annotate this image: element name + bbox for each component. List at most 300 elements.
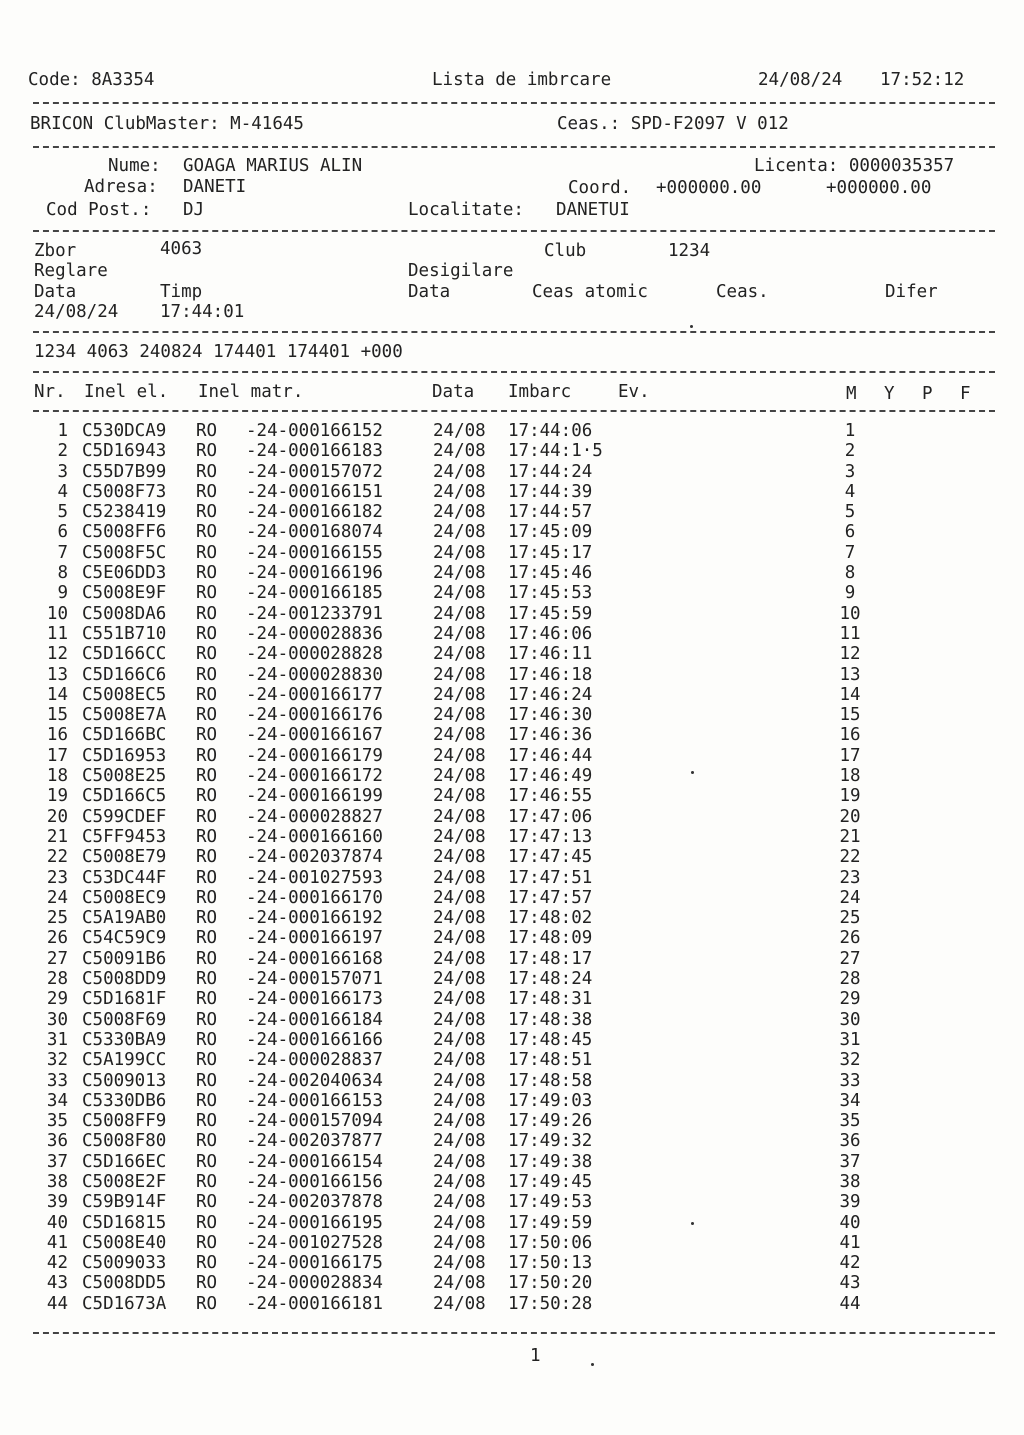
rank-m: 38: [839, 1171, 861, 1192]
clock-time: 17:49:03: [508, 1090, 593, 1111]
rank-m: 30: [839, 1009, 861, 1030]
clock-date: 24/08: [433, 887, 486, 908]
row-number: 8: [57, 563, 68, 584]
separator-line: [33, 102, 995, 104]
clock-time: 17:46:06: [508, 623, 593, 644]
country-code: RO: [196, 725, 218, 746]
col-header-nr: Nr.: [34, 382, 66, 402]
table-row: [0, 766, 1024, 786]
electronic-ring: C59B914F: [82, 1192, 167, 1213]
coord-latitude: +000000.00: [656, 178, 762, 198]
ring-number: -24-000157071: [246, 969, 383, 990]
electronic-ring: C53DC44F: [82, 867, 167, 888]
clock-date: 24/08: [433, 603, 486, 624]
ring-number: -24-000166175: [246, 1253, 383, 1274]
row-number: 38: [46, 1171, 68, 1192]
country-code: RO: [196, 1293, 218, 1314]
clock-date: 24/08: [433, 644, 486, 665]
ring-number: -24-000166182: [246, 502, 383, 523]
address-label: Adresa:: [84, 177, 158, 197]
rank-m: 31: [839, 1029, 861, 1050]
ring-number: -24-000166199: [246, 786, 383, 807]
rank-m: 7: [844, 542, 856, 563]
country-code: RO: [196, 867, 218, 888]
clock-time: 17:49:59: [508, 1212, 593, 1233]
electronic-ring: C5008EC9: [82, 887, 167, 908]
electronic-ring: C5FF9453: [82, 826, 167, 847]
clock-time: 17:48:09: [508, 928, 593, 949]
code-line: 1234 4063 240824 174401 174401 +000: [34, 342, 403, 362]
clock-time: 17:48:58: [508, 1070, 593, 1091]
document-code: Code: 8A3354: [28, 70, 155, 90]
clock-time: 17:46:36: [508, 725, 593, 746]
electronic-ring: C5009033: [82, 1253, 167, 1274]
clock-time: 17:48:38: [508, 1009, 593, 1030]
country-code: RO: [196, 563, 218, 584]
country-code: RO: [196, 786, 218, 807]
clock-time: 17:50:28: [508, 1293, 593, 1314]
row-number: 12: [46, 644, 68, 665]
electronic-ring: C5008E7A: [82, 705, 167, 726]
rank-m: 11: [839, 623, 861, 644]
clock-time: 17:47:13: [508, 826, 593, 847]
table-row: [0, 644, 1024, 664]
clock-id: Ceas.: SPD-F2097 V 012: [557, 114, 789, 134]
page-number: 1: [530, 1346, 541, 1366]
country-code: RO: [196, 1009, 218, 1030]
col-header-f: F: [960, 384, 971, 404]
ring-number: -24-000166168: [246, 948, 383, 969]
electronic-ring: C5D16815: [82, 1212, 167, 1233]
table-row: [0, 1172, 1024, 1192]
table-row: [0, 827, 1024, 847]
electronic-ring: C54C59C9: [82, 928, 167, 949]
table-row: [0, 502, 1024, 522]
row-number: 39: [46, 1192, 68, 1213]
table-row: [0, 1294, 1024, 1314]
rank-m: 29: [839, 989, 861, 1010]
col-header-inel-el: Inel el.: [84, 382, 169, 402]
row-number: 36: [46, 1131, 68, 1152]
rank-m: 1: [844, 421, 856, 441]
country-code: RO: [196, 766, 218, 787]
rank-m: 3: [844, 461, 856, 482]
clock-date: 24/08: [433, 1253, 486, 1274]
data-column-label-2: Data: [408, 282, 451, 302]
clock-date: 24/08: [433, 806, 486, 827]
postal-code: DJ: [183, 200, 205, 220]
country-code: RO: [196, 1050, 218, 1071]
clock-date: 24/08: [433, 989, 486, 1010]
print-time: 17:52:12: [880, 70, 965, 90]
table-row: [0, 1071, 1024, 1091]
table-row: [0, 1010, 1024, 1030]
table-row: [0, 949, 1024, 969]
clock-time: 17:48:51: [508, 1050, 593, 1071]
clock-date: 24/08: [433, 786, 486, 807]
row-number: 31: [46, 1029, 68, 1050]
timp-column-label: Timp: [160, 282, 203, 302]
table-row: [0, 1273, 1024, 1293]
clock-date: 24/08: [433, 1131, 486, 1152]
country-code: RO: [196, 806, 218, 827]
table-row: [0, 1030, 1024, 1050]
rank-m: 25: [839, 908, 861, 929]
ring-number: -24-001027528: [246, 1232, 383, 1253]
licence-number: Licenta: 0000035357: [754, 156, 955, 176]
separator-line: [33, 230, 995, 232]
clock-date: 24/08: [433, 725, 486, 746]
clock-date: 24/08: [433, 1151, 486, 1172]
row-number: 27: [46, 948, 68, 969]
row-number: 43: [46, 1273, 68, 1294]
rank-m: 8: [844, 563, 856, 584]
clock-time: 17:50:13: [508, 1253, 593, 1274]
clock-label: Ceas.: [716, 282, 769, 302]
country-code: RO: [196, 1171, 218, 1192]
atomic-clock-label: Ceas atomic: [532, 282, 648, 302]
row-number: 19: [46, 786, 68, 807]
table-row: [0, 421, 1024, 441]
rank-m: 15: [839, 705, 861, 726]
row-number: 33: [46, 1070, 68, 1091]
clock-time: 17:49:53: [508, 1192, 593, 1213]
rank-m: 27: [839, 948, 861, 969]
name-label: Nume:: [108, 156, 161, 176]
row-number: 24: [46, 887, 68, 908]
table-row: [0, 462, 1024, 482]
flight-label: Zbor: [34, 241, 77, 261]
club-label: Club: [544, 241, 587, 261]
electronic-ring: C5008F80: [82, 1131, 167, 1152]
clock-time: 17:45:09: [508, 522, 593, 543]
clock-time: 17:44:57: [508, 502, 593, 523]
document-title: Lista de imbrcare: [432, 70, 612, 90]
country-code: RO: [196, 1192, 218, 1213]
row-number: 25: [46, 908, 68, 929]
clock-time: 17:50:06: [508, 1232, 593, 1253]
clock-time: 17:46:44: [508, 745, 593, 766]
col-header-data: Data: [432, 382, 475, 402]
electronic-ring: C5A199CC: [82, 1050, 167, 1071]
electronic-ring: C50091B6: [82, 948, 167, 969]
table-row: [0, 1152, 1024, 1172]
clock-time: 17:46:18: [508, 664, 593, 685]
ring-number: -24-000166172: [246, 766, 383, 787]
electronic-ring: C5D166BC: [82, 725, 167, 746]
row-number: 13: [46, 664, 68, 685]
table-row: [0, 746, 1024, 766]
table-row: [0, 1091, 1024, 1111]
clock-time: 17:46:49: [508, 766, 593, 787]
electronic-ring: C5008E2F: [82, 1171, 167, 1192]
col-header-inel-matr: Inel matr.: [198, 382, 304, 402]
table-row: [0, 969, 1024, 989]
clock-date: 24/08: [433, 1070, 486, 1091]
ring-number: -24-000166154: [246, 1151, 383, 1172]
country-code: RO: [196, 1131, 218, 1152]
table-row: [0, 928, 1024, 948]
row-number: 10: [46, 603, 68, 624]
ring-number: -24-002040634: [246, 1070, 383, 1091]
clock-time: 17:48:45: [508, 1029, 593, 1050]
country-code: RO: [196, 461, 218, 482]
country-code: RO: [196, 989, 218, 1010]
clock-date: 24/08: [433, 1009, 486, 1030]
clubmaster-id: BRICON ClubMaster: M-41645: [30, 114, 304, 134]
table-row: [0, 725, 1024, 745]
rank-m: 40: [839, 1212, 861, 1233]
country-code: RO: [196, 887, 218, 908]
table-row: [0, 1213, 1024, 1233]
row-number: 30: [46, 1009, 68, 1030]
col-header-m: M: [846, 384, 857, 404]
row-number: 22: [46, 847, 68, 868]
clock-date: 24/08: [433, 826, 486, 847]
ring-number: -24-000166183: [246, 441, 383, 462]
clock-time: 17:46:55: [508, 786, 593, 807]
rank-m: 24: [839, 887, 861, 908]
owner-name: GOAGA MARIUS ALIN: [183, 156, 363, 176]
clock-date: 24/08: [433, 461, 486, 482]
ring-number: -24-000166152: [246, 421, 383, 441]
col-header-imbarc: Imbarc: [508, 382, 572, 402]
separator-line: [33, 331, 995, 333]
rank-m: 33: [839, 1070, 861, 1091]
rank-m: 5: [844, 502, 856, 523]
electronic-ring: C5D166C5: [82, 786, 167, 807]
ring-number: -24-000028836: [246, 623, 383, 644]
clock-time: 17:46:11: [508, 644, 593, 665]
owner-address: DANETI: [183, 177, 247, 197]
ring-number: -24-001027593: [246, 867, 383, 888]
rank-m: 26: [839, 928, 861, 949]
country-code: RO: [196, 1070, 218, 1091]
table-row: [0, 847, 1024, 867]
rank-m: 10: [839, 603, 861, 624]
table-row: [0, 807, 1024, 827]
row-number: 6: [57, 522, 68, 543]
ring-number: -24-002037878: [246, 1192, 383, 1213]
electronic-ring: C5D16953: [82, 745, 167, 766]
country-code: RO: [196, 603, 218, 624]
separator-line: [33, 410, 995, 412]
electronic-ring: C5008E79: [82, 847, 167, 868]
row-number: 18: [46, 766, 68, 787]
country-code: RO: [196, 583, 218, 604]
clocking-table-body: [0, 421, 1024, 1314]
clock-time: 17:46:30: [508, 705, 593, 726]
print-speck: [690, 325, 693, 328]
club-number: 1234: [668, 241, 711, 261]
rank-m: 34: [839, 1090, 861, 1111]
rank-m: 42: [839, 1253, 861, 1274]
table-row: [0, 441, 1024, 461]
table-row: [0, 604, 1024, 624]
ring-number: -24-000166185: [246, 583, 383, 604]
clock-time: 17:48:17: [508, 948, 593, 969]
row-number: 5: [57, 502, 68, 523]
row-number: 11: [46, 623, 68, 644]
electronic-ring: C5238419: [82, 502, 167, 523]
clock-date: 24/08: [433, 1029, 486, 1050]
rank-m: 4: [844, 481, 856, 502]
row-number: 41: [46, 1232, 68, 1253]
ring-number: -24-000166184: [246, 1009, 383, 1030]
clock-date: 24/08: [433, 745, 486, 766]
ring-number: -24-000166167: [246, 725, 383, 746]
clock-date: 24/08: [433, 542, 486, 563]
country-code: RO: [196, 1253, 218, 1274]
clock-date: 24/08: [433, 563, 486, 584]
clock-date: 24/08: [433, 1171, 486, 1192]
coord-longitude: +000000.00: [826, 178, 932, 198]
clock-time: 17:44:24: [508, 461, 593, 482]
clock-time: 17:49:26: [508, 1111, 593, 1132]
electronic-ring: C5008E40: [82, 1232, 167, 1253]
country-code: RO: [196, 502, 218, 523]
clock-date: 24/08: [433, 1273, 486, 1294]
electronic-ring: C530DCA9: [82, 421, 167, 441]
clock-date: 24/08: [433, 948, 486, 969]
row-number: 21: [46, 826, 68, 847]
electronic-ring: C5008DD5: [82, 1273, 167, 1294]
clock-time: 17:45:17: [508, 542, 593, 563]
electronic-ring: C5008F69: [82, 1009, 167, 1030]
row-number: 2: [57, 441, 68, 462]
rank-m: 39: [839, 1192, 861, 1213]
separator-line: [33, 371, 995, 373]
row-number: 9: [57, 583, 68, 604]
rank-m: 35: [839, 1111, 861, 1132]
electronic-ring: C5008DA6: [82, 603, 167, 624]
desigilare-label: Desigilare: [408, 261, 514, 281]
rank-m: 16: [839, 725, 861, 746]
electronic-ring: C5008FF9: [82, 1111, 167, 1132]
clock-date: 24/08: [433, 421, 486, 441]
clock-date: 24/08: [433, 705, 486, 726]
clock-date: 24/08: [433, 1293, 486, 1314]
row-number: 1: [57, 421, 68, 441]
clock-date: 24/08: [433, 481, 486, 502]
ring-number: -24-000028827: [246, 806, 383, 827]
electronic-ring: C599CDEF: [82, 806, 167, 827]
country-code: RO: [196, 664, 218, 685]
electronic-ring: C5008F5C: [82, 542, 167, 563]
country-code: RO: [196, 948, 218, 969]
row-number: 32: [46, 1050, 68, 1071]
rank-m: 19: [839, 786, 861, 807]
rank-m: 12: [839, 644, 861, 665]
locality-label: Localitate:: [408, 200, 524, 220]
country-code: RO: [196, 705, 218, 726]
electronic-ring: C5D1673A: [82, 1293, 167, 1314]
ring-number: -24-000166192: [246, 908, 383, 929]
electronic-ring: C5D16943: [82, 441, 167, 462]
clock-date: 24/08: [433, 623, 486, 644]
country-code: RO: [196, 1151, 218, 1172]
country-code: RO: [196, 826, 218, 847]
country-code: RO: [196, 1029, 218, 1050]
ring-number: -24-000028837: [246, 1050, 383, 1071]
clock-date: 24/08: [433, 867, 486, 888]
row-number: 23: [46, 867, 68, 888]
print-date: 24/08/24: [758, 70, 843, 90]
electronic-ring: C5330BA9: [82, 1029, 167, 1050]
data-column-label: Data: [34, 282, 77, 302]
row-number: 42: [46, 1253, 68, 1274]
clock-time: 17:49:32: [508, 1131, 593, 1152]
country-code: RO: [196, 1111, 218, 1132]
clock-time: 17:49:45: [508, 1171, 593, 1192]
electronic-ring: C5D166C6: [82, 664, 167, 685]
reglare-date: 24/08/24: [34, 302, 119, 322]
table-row: [0, 908, 1024, 928]
clock-date: 24/08: [433, 583, 486, 604]
clock-time: 17:48:02: [508, 908, 593, 929]
separator-line: [33, 1332, 995, 1334]
clock-date: 24/08: [433, 1111, 486, 1132]
ring-number: -24-000166153: [246, 1090, 383, 1111]
row-number: 16: [46, 725, 68, 746]
table-row: [0, 482, 1024, 502]
country-code: RO: [196, 623, 218, 644]
country-code: RO: [196, 1090, 218, 1111]
electronic-ring: C5008FF6: [82, 522, 167, 543]
clock-date: 24/08: [433, 928, 486, 949]
clock-time: 17:47:57: [508, 887, 593, 908]
rank-m: 32: [839, 1050, 861, 1071]
country-code: RO: [196, 908, 218, 929]
rank-m: 41: [839, 1232, 861, 1253]
clock-time: 17:49:38: [508, 1151, 593, 1172]
coord-label: Coord.: [568, 178, 632, 198]
ring-number: -24-000166156: [246, 1171, 383, 1192]
reglare-time: 17:44:01: [160, 302, 245, 322]
row-number: 20: [46, 806, 68, 827]
row-number: 14: [46, 684, 68, 705]
electronic-ring: C5D1681F: [82, 989, 167, 1010]
table-row: [0, 1253, 1024, 1273]
electronic-ring: C5008DD9: [82, 969, 167, 990]
electronic-ring: C5D166CC: [82, 644, 167, 665]
rank-m: 13: [839, 664, 861, 685]
clock-date: 24/08: [433, 1212, 486, 1233]
country-code: RO: [196, 745, 218, 766]
print-speck: [591, 1363, 594, 1366]
ring-number: -24-000166177: [246, 684, 383, 705]
ring-number: -24-000166176: [246, 705, 383, 726]
ring-number: -24-000166197: [246, 928, 383, 949]
clock-time: 17:47:51: [508, 867, 593, 888]
row-number: 44: [46, 1293, 68, 1314]
ring-number: -24-001233791: [246, 603, 383, 624]
rank-m: 43: [839, 1273, 861, 1294]
electronic-ring: C5D166EC: [82, 1151, 167, 1172]
rank-m: 23: [839, 867, 861, 888]
table-row: [0, 1233, 1024, 1253]
row-number: 3: [57, 461, 68, 482]
clock-date: 24/08: [433, 908, 486, 929]
country-code: RO: [196, 481, 218, 502]
ring-number: -24-000028828: [246, 644, 383, 665]
table-row: [0, 786, 1024, 806]
ring-number: -24-000166166: [246, 1029, 383, 1050]
rank-m: 21: [839, 826, 861, 847]
country-code: RO: [196, 522, 218, 543]
clock-time: 17:45:53: [508, 583, 593, 604]
separator-line: [33, 146, 995, 148]
